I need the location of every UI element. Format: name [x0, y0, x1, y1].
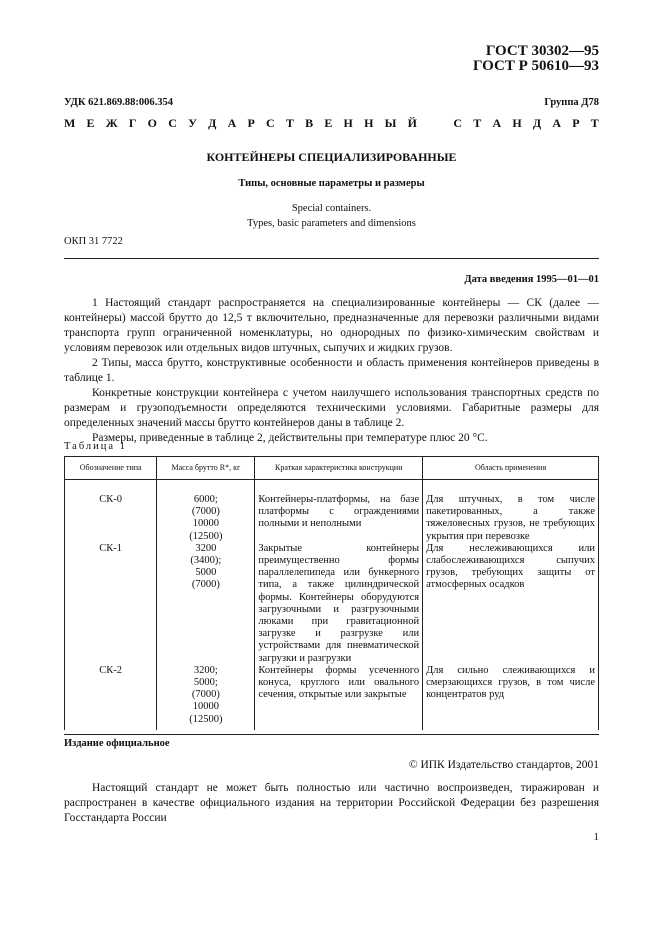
effective-date: Дата введения 1995—01—01	[464, 274, 599, 285]
description-cell: Контейнеры-платформы, на базе платформы с ограждениями полными и неполными	[255, 480, 423, 543]
heading-letter: Н	[364, 116, 374, 130]
document-title: КОНТЕЙНЕРЫ СПЕЦИАЛИЗИРОВАННЫЕ	[206, 150, 457, 164]
heading-letter: Т	[473, 116, 482, 130]
mass-value: 5000;	[193, 677, 218, 689]
heading-letter: Й	[407, 116, 417, 130]
column-header-application: Область применения	[423, 457, 599, 480]
notice-text: Настоящий стандарт не может быть полностью или частично воспроизведен, тиражирован и распространен в качестве официального издания на территории Российской Федерации без разрешения Госстандарта России	[64, 782, 599, 824]
application-cell: Для штучных, в том числе пакетированных, а также тяжеловесных грузов, не требующих укрытия при перевозке	[423, 480, 599, 543]
mass-value: 5000	[195, 567, 217, 579]
official-edition-label: Издание официальное	[64, 738, 170, 749]
heading-letter: Р	[572, 116, 580, 130]
mass-value: (7000)	[191, 506, 220, 518]
reproduction-notice	[64, 781, 599, 826]
mass-value: (7000)	[191, 689, 220, 701]
mass-value: 10000	[192, 701, 219, 713]
copyright: © ИПК Издательство стандартов, 2001	[408, 759, 599, 771]
column-header-description: Краткая характеристика конструкции	[255, 457, 423, 480]
standard-number: ГОСТ 30302—95	[485, 43, 599, 59]
paragraph-2: 2 Типы, масса брутто, конструктивные особенности и область применения контейнеров приведены в таблице 1.	[64, 357, 599, 384]
heading-letter: А	[492, 116, 502, 130]
column-header-type: Обозначение типа	[65, 457, 157, 480]
okp-code: ОКП 31 7722	[64, 236, 123, 247]
heading-letter: С	[453, 116, 463, 130]
body-text	[64, 296, 599, 446]
application-cell: Для неслеживающихся или слабослеживающихся сыпучих грузов, требующих защиты от атмосферных осадков	[423, 543, 599, 665]
mass-value: 10000	[192, 518, 219, 530]
heading-letter: Т	[285, 116, 294, 130]
table-header-row	[65, 457, 599, 480]
heading-letter: В	[305, 116, 314, 130]
heading-letter: А	[552, 116, 562, 130]
mass-value: 6000;	[193, 494, 218, 505]
standard-number-secondary: ГОСТ Р 50610—93	[472, 58, 599, 74]
mass-cell	[157, 480, 255, 543]
description-cell: Контейнеры формы усеченного конуса, круглого или овального сечения, открытые или закрытые	[255, 665, 423, 730]
heading-letter: Т	[590, 116, 599, 130]
divider	[64, 258, 599, 259]
paragraph-1: 1 Настоящий стандарт распространяется на специализированные контейнеры — СК (далее — контейнеры) массой брутто до 12,5 т включительно, предназначенные для перевозки различными видами транспорта групп ограниченной номенклатуры, но однородных по физико-химическим свойствам и условиям перевозок или отдельных видов штучных, сыпучих и жидких грузов.	[64, 297, 599, 354]
mass-value: (7000)	[191, 579, 220, 591]
mass-value: (12500)	[189, 713, 223, 725]
type-cell: СК-1	[65, 543, 157, 665]
table-caption: Таблица 1	[64, 441, 127, 452]
column-header-mass: Масса брутто R*, кг	[157, 457, 255, 480]
udk-code: УДК 621.869.88:006.354	[64, 97, 173, 108]
heading-letter: Р	[247, 116, 255, 130]
types-table	[64, 456, 599, 730]
heading-letter: С	[266, 116, 275, 130]
application-cell: Для сильно слеживающихся и смерзающихся грузов, в том числе концентратов руд	[423, 665, 599, 730]
table-row	[65, 665, 599, 730]
document-subtitle: Типы, основные параметры и размеры	[238, 178, 425, 189]
heading-letter: Е	[86, 116, 95, 130]
heading-letter: С	[168, 116, 177, 130]
mass-cell	[157, 543, 255, 665]
english-title-line-2: Types, basic parameters and dimensions	[247, 218, 416, 229]
paragraph-4: Размеры, приведенные в таблице 2, действительны при температуре плюс 20 °С.	[92, 432, 488, 444]
heading-letter: Ж	[105, 116, 118, 130]
heading-letter: Е	[324, 116, 333, 130]
type-cell: СК-0	[65, 480, 157, 543]
divider	[64, 734, 599, 735]
group-code: Группа Д78	[544, 97, 599, 108]
mass-value: 3200	[195, 542, 217, 554]
mass-cell	[157, 665, 255, 730]
heading-letter: Н	[512, 116, 522, 130]
type-cell: СК-2	[65, 665, 157, 730]
heading-letter: Д	[532, 116, 542, 130]
description-cell: Закрытые контейнеры преимущественно формы параллелепипеда или бункерного типа, а также цилиндрической формы. Контейнеры оборудуются загрузочными и разгрузочными люками при гравитационной загрузке и разгрузке или устройствами для пневматической загрузки и разгрузки	[255, 543, 423, 665]
heading-letter: А	[227, 116, 237, 130]
heading-letter: Ы	[384, 116, 397, 130]
english-title-line-1: Special containers.	[291, 203, 372, 214]
interstate-standard-heading	[64, 116, 599, 131]
heading-letter: Д	[208, 116, 217, 130]
heading-letter: М	[64, 116, 76, 130]
heading-letter: У	[188, 116, 197, 130]
heading-letter: Г	[128, 116, 137, 130]
heading-word-gap	[428, 116, 442, 131]
mass-value: (12500)	[189, 530, 223, 542]
page-number: 1	[593, 831, 599, 843]
mass-value: (3400);	[190, 555, 222, 567]
heading-letter: О	[147, 116, 158, 130]
heading-letter: Н	[343, 116, 353, 130]
table-row	[65, 543, 599, 665]
mass-value: 3200;	[193, 664, 218, 676]
table-row	[65, 480, 599, 543]
paragraph-3: Конкретные конструкции контейнера с учетом наилучшего использования транспортных средств по размерам и грузоподъемности определяются техническими условиями. Габаритные размеры для определенных значений массы брутто контейнеров даны в таблице 2.	[64, 387, 599, 429]
